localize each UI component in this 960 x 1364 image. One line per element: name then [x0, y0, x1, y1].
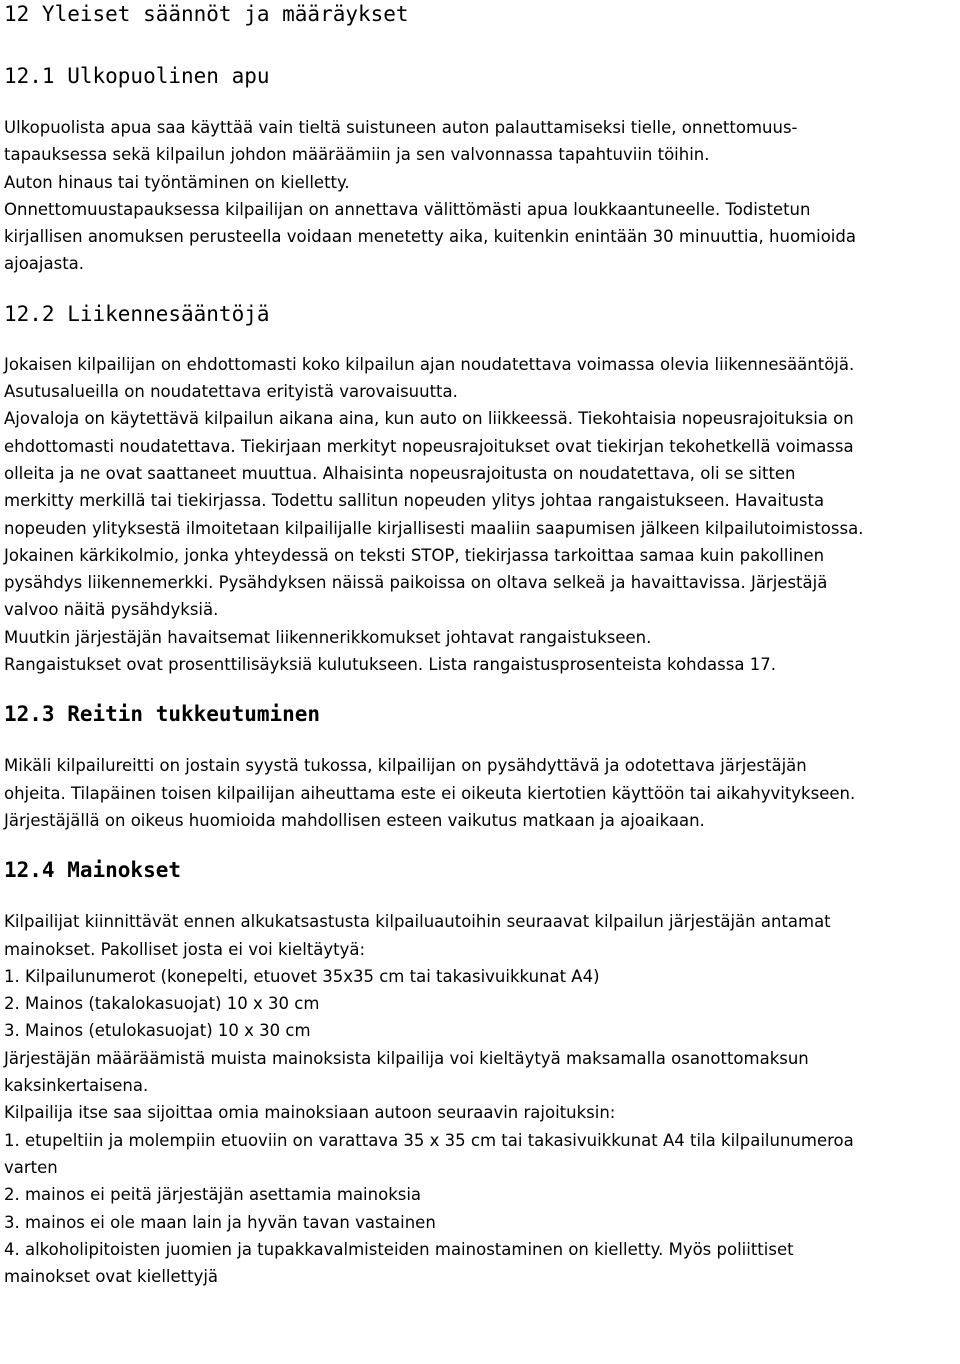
- body-line: ohjeita. Tilapäinen toisen kilpailijan aiheuttama este ei oikeuta kiertotien käyttöön tai aikahyvitykseen.: [4, 783, 856, 803]
- list-item: 3. mainos ei ole maan lain ja hyvän tavan vastainen: [4, 1212, 436, 1232]
- section-body-12-4: [4, 908, 954, 1290]
- body-line: kaksinkertaisena.: [4, 1076, 149, 1096]
- list-item: 1. etupeltiin ja molempiin etuoviin on varattava 35 x 35 cm tai takasivuikkunat A4 tila kilpailunumeroa: [4, 1130, 854, 1150]
- body-line: valvoo näitä pysähdyksiä.: [4, 600, 219, 620]
- list-item: 1. Kilpailunumerot (konepelti, etuovet 35x35 cm tai takasivuikkunat A4): [4, 966, 600, 986]
- body-line: olleita ja ne ovat saattaneet muuttua. Alhaisinta nopeusrajoitusta on noudatettava, oli se sitten: [4, 463, 796, 483]
- body-line: Järjestäjällä on oikeus huomioida mahdollisen esteen vaikutus matkaan ja ajoaikaan.: [4, 810, 705, 830]
- section-heading-12-3: 12.3 Reitin tukkeutuminen: [4, 702, 321, 727]
- section-body-12-3: [4, 752, 954, 834]
- body-line: Kilpailija itse saa sijoittaa omia mainoksiaan autoon seuraavin rajoituksin:: [4, 1103, 616, 1123]
- body-line: kirjallisen anomuksen perusteella voidaan menetetty aika, kuitenkin enintään 30 minuuttia, huomioida: [4, 227, 856, 247]
- list-item: 4. alkoholipitoisten juomien ja tupakkavalmisteiden mainostaminen on kielletty. Myös poliittiset: [4, 1239, 794, 1259]
- body-line: Kilpailijat kiinnittävät ennen alkukatsastusta kilpailuautoihin seuraavat kilpailun järjestäjän antamat: [4, 912, 831, 932]
- body-line: ajoajasta.: [4, 254, 85, 274]
- body-line: Auton hinaus tai työntäminen on kielletty.: [4, 172, 350, 192]
- body-line: Järjestäjän määräämistä muista mainoksista kilpailija voi kieltäytyä maksamalla osanottomaksun: [4, 1048, 809, 1068]
- body-line: tapauksessa sekä kilpailun johdon määräämiin ja sen valvonnassa tapahtuviin töihin.: [4, 145, 710, 165]
- section-heading-12-1: 12.1 Ulkopuolinen apu: [4, 64, 270, 88]
- list-item: 2. mainos ei peitä järjestäjän asettamia mainoksia: [4, 1185, 422, 1205]
- body-line: Jokainen kärkikolmio, jonka yhteydessä on teksti STOP, tiekirjassa tarkoittaa samaa kuin pakollinen: [4, 545, 825, 565]
- list-item: 2. Mainos (takalokasuojat) 10 x 30 cm: [4, 994, 320, 1014]
- document-page: [4, 0, 954, 1290]
- list-item: mainokset ovat kiellettyjä: [4, 1267, 219, 1287]
- section-body-12-1: [4, 114, 954, 278]
- body-line: Ajovaloja on käytettävä kilpailun aikana aina, kun auto on liikkeessä. Tiekohtaisia nopeusrajoituksia on: [4, 409, 854, 429]
- body-line: nopeuden ylityksestä ilmoitetaan kilpailijalle kirjallisesti maaliin saapumisen jälkeen kilpailutoimistossa.: [4, 518, 864, 538]
- body-line: Mikäli kilpailureitti on jostain syystä tukossa, kilpailijan on pysähdyttävä ja odotettava järjestäjän: [4, 756, 807, 776]
- section-body-12-2: [4, 351, 954, 679]
- body-line: Asutusalueilla on noudatettava erityistä varovaisuutta.: [4, 382, 458, 402]
- body-line: merkitty merkillä tai tiekirjassa. Todettu sallitun nopeuden ylitys johtaa rangaistukseen. Havaitusta: [4, 491, 825, 511]
- body-line: Rangaistukset ovat prosenttilisäyksiä kulutukseen. Lista rangaistusprosenteista kohdassa 17.: [4, 655, 776, 675]
- section-heading-12-4: 12.4 Mainokset: [4, 858, 182, 883]
- section-heading-12-2: 12.2 Liikennesääntöjä: [4, 301, 270, 326]
- list-item: 3. Mainos (etulokasuojat) 10 x 30 cm: [4, 1021, 311, 1041]
- body-line: Jokaisen kilpailijan on ehdottomasti koko kilpailun ajan noudatettava voimassa olevia liikennesääntöjä.: [4, 354, 855, 374]
- body-line: Muutkin järjestäjän havaitsemat liikennerikkomukset johtavat rangaistukseen.: [4, 627, 652, 647]
- page-title: 12 Yleiset säännöt ja määräykset: [4, 2, 409, 26]
- body-line: ehdottomasti noudatettava. Tiekirjaan merkityt nopeusrajoitukset ovat tiekirjan tekohetkellä voimassa: [4, 436, 854, 456]
- body-line: mainokset. Pakolliset josta ei voi kieltäytyä:: [4, 939, 366, 959]
- body-line: Ulkopuolista apua saa käyttää vain tieltä suistuneen auton palauttamiseksi tielle, onnettomuus-: [4, 118, 798, 137]
- list-item: varten: [4, 1157, 58, 1177]
- body-line: pysähdys liikennemerkki. Pysähdyksen näissä paikoissa on oltava selkeä ja havaittavissa. Järjestäjä: [4, 573, 828, 593]
- body-line: Onnettomuustapauksessa kilpailijan on annettava välittömästi apua loukkaantuneelle. Todistetun: [4, 199, 811, 219]
